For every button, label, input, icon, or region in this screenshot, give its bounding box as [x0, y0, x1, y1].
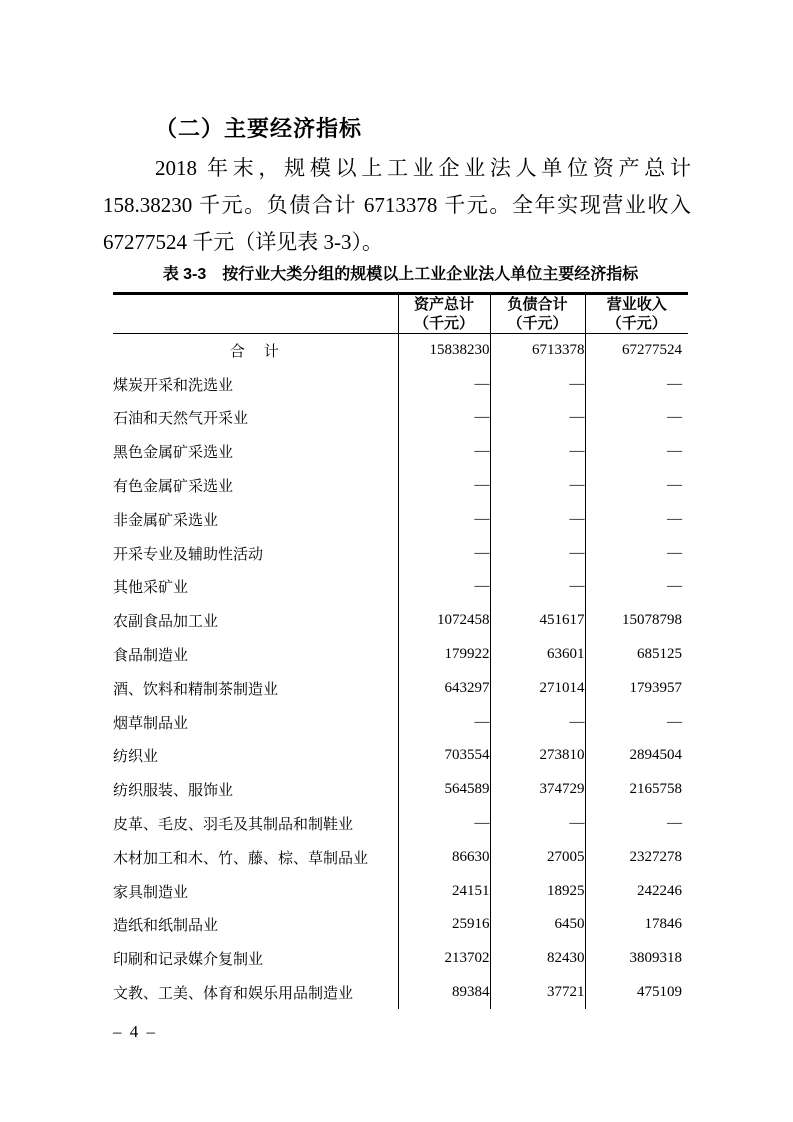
cell-liabilities-value: —	[490, 536, 585, 570]
table-row	[113, 840, 688, 874]
table-row	[113, 638, 688, 672]
cell-revenue-value: 3809318	[585, 942, 688, 976]
row-label: 纺织服装、服饰业	[113, 783, 234, 800]
cell-liabilities-value: —	[490, 401, 585, 435]
column-header-assets	[398, 294, 490, 334]
column-header-label: 营业收入	[606, 296, 667, 313]
table-row	[113, 604, 688, 638]
table-row	[113, 502, 688, 536]
cell-assets-value: 703554	[398, 739, 490, 773]
row-label: 石油和天然气开采业	[113, 411, 249, 428]
row-label: 黑色金属矿采选业	[113, 445, 234, 462]
paragraph-line-2: 158.38230 千元。负债合计 6713378 千元。全年实现营业收入	[103, 193, 691, 217]
table-body	[113, 334, 688, 1010]
cell-revenue-value: 2894504	[585, 739, 688, 773]
table-row	[113, 536, 688, 570]
cell-assets-value: —	[398, 807, 490, 841]
column-header-revenue	[585, 294, 688, 334]
table-row	[113, 671, 688, 705]
cell-assets-value: 25916	[398, 908, 490, 942]
cell-revenue-value: 67277524	[585, 334, 688, 368]
cell-revenue-value: 2165758	[585, 773, 688, 807]
cell-liabilities-value: 63601	[490, 638, 585, 672]
cell-revenue-value: 1793957	[585, 671, 688, 705]
table-header-row	[113, 294, 688, 334]
cell-liabilities-value: 451617	[490, 604, 585, 638]
cell-assets-value: —	[398, 502, 490, 536]
cell-revenue-value: —	[585, 469, 688, 503]
table-row	[113, 367, 688, 401]
body-paragraph	[103, 150, 691, 261]
cell-liabilities-value: 37721	[490, 976, 585, 1010]
paragraph-line-1: 2018 年末，规模以上工业企业法人单位资产总计	[155, 156, 691, 180]
table-row	[113, 570, 688, 604]
cell-assets-value: 643297	[398, 671, 490, 705]
row-label: 木材加工和木、竹、藤、棕、草制品业	[113, 850, 369, 867]
cell-assets-value: —	[398, 401, 490, 435]
cell-assets-value: —	[398, 469, 490, 503]
row-label: 皮革、毛皮、羽毛及其制品和制鞋业	[113, 817, 354, 834]
table-title: 表 3-3 按行业大类分组的规模以上工业企业法人单位主要经济指标	[162, 266, 639, 283]
cell-liabilities-value: —	[490, 502, 585, 536]
cell-revenue-value: 475109	[585, 976, 688, 1010]
table-row	[113, 435, 688, 469]
table-row	[113, 705, 688, 739]
column-header-label: 资产总计	[413, 296, 474, 313]
cell-liabilities-value: —	[490, 705, 585, 739]
cell-liabilities-value: —	[490, 367, 585, 401]
cell-liabilities-value: —	[490, 435, 585, 469]
table-row	[113, 942, 688, 976]
cell-assets-value: —	[398, 570, 490, 604]
column-header-unit: （千元）	[606, 315, 667, 332]
column-header-label: 负债合计	[507, 296, 568, 313]
row-label: 非金属矿采选业	[113, 512, 219, 529]
cell-liabilities-value: —	[490, 469, 585, 503]
table-row	[113, 908, 688, 942]
cell-revenue-value: —	[585, 502, 688, 536]
paragraph-line-3: 67277524 千元（详见表 3-3）。	[103, 230, 383, 254]
cell-assets-value: —	[398, 367, 490, 401]
cell-assets-value: 89384	[398, 976, 490, 1010]
cell-liabilities-value: 273810	[490, 739, 585, 773]
cell-liabilities-value: 82430	[490, 942, 585, 976]
row-label: 开采专业及辅助性活动	[113, 546, 264, 563]
cell-revenue-value: —	[585, 367, 688, 401]
cell-assets-value: 213702	[398, 942, 490, 976]
cell-assets-value: —	[398, 435, 490, 469]
cell-assets-value: —	[398, 536, 490, 570]
cell-liabilities-value: 374729	[490, 773, 585, 807]
column-header-unit: （千元）	[507, 315, 568, 332]
column-header-unit: （千元）	[413, 315, 474, 332]
row-label: 家具制造业	[113, 884, 189, 901]
table-row	[113, 874, 688, 908]
cell-assets-value: 15838230	[398, 334, 490, 368]
table-row	[113, 773, 688, 807]
row-label: 其他采矿业	[113, 580, 189, 597]
cell-liabilities-value: 6450	[490, 908, 585, 942]
row-label: 煤炭开采和洗选业	[113, 377, 234, 394]
table-row	[113, 469, 688, 503]
cell-revenue-value: 242246	[585, 874, 688, 908]
cell-assets-value: 564589	[398, 773, 490, 807]
cell-revenue-value: —	[585, 401, 688, 435]
table-row	[113, 807, 688, 841]
cell-liabilities-value: 27005	[490, 840, 585, 874]
stub-header-cell	[113, 294, 398, 334]
cell-liabilities-value: —	[490, 807, 585, 841]
row-label: 食品制造业	[113, 648, 189, 665]
cell-revenue-value: 17846	[585, 908, 688, 942]
row-label: 印刷和记录媒介复制业	[113, 952, 264, 969]
cell-assets-value: —	[398, 705, 490, 739]
row-label: 纺织业	[113, 749, 159, 766]
cell-liabilities-value: 18925	[490, 874, 585, 908]
section-heading: （二）主要经济指标	[155, 116, 363, 141]
cell-liabilities-value: 6713378	[490, 334, 585, 368]
row-label: 有色金属矿采选业	[113, 479, 234, 496]
cell-revenue-value: —	[585, 705, 688, 739]
cell-revenue-value: —	[585, 536, 688, 570]
cell-revenue-value: 2327278	[585, 840, 688, 874]
row-label: 酒、饮料和精制茶制造业	[113, 681, 279, 698]
table-row	[113, 401, 688, 435]
row-label: 文教、工美、体育和娱乐用品制造业	[113, 986, 354, 1003]
row-label: 合 计	[229, 344, 281, 361]
cell-assets-value: 86630	[398, 840, 490, 874]
table-row	[113, 334, 688, 368]
table-row	[113, 739, 688, 773]
cell-revenue-value: —	[585, 807, 688, 841]
cell-assets-value: 24151	[398, 874, 490, 908]
cell-liabilities-value: —	[490, 570, 585, 604]
row-label: 烟草制品业	[113, 715, 189, 732]
row-label: 造纸和纸制品业	[113, 918, 219, 935]
cell-assets-value: 1072458	[398, 604, 490, 638]
column-header-liabilities	[490, 294, 585, 334]
cell-assets-value: 179922	[398, 638, 490, 672]
cell-revenue-value: —	[585, 570, 688, 604]
cell-revenue-value: 15078798	[585, 604, 688, 638]
cell-revenue-value: 685125	[585, 638, 688, 672]
cell-revenue-value: —	[585, 435, 688, 469]
economic-indicators-table	[113, 292, 688, 1009]
row-label: 农副食品加工业	[113, 614, 219, 631]
page-number: – 4 –	[113, 1022, 157, 1041]
table-row	[113, 976, 688, 1010]
cell-liabilities-value: 271014	[490, 671, 585, 705]
